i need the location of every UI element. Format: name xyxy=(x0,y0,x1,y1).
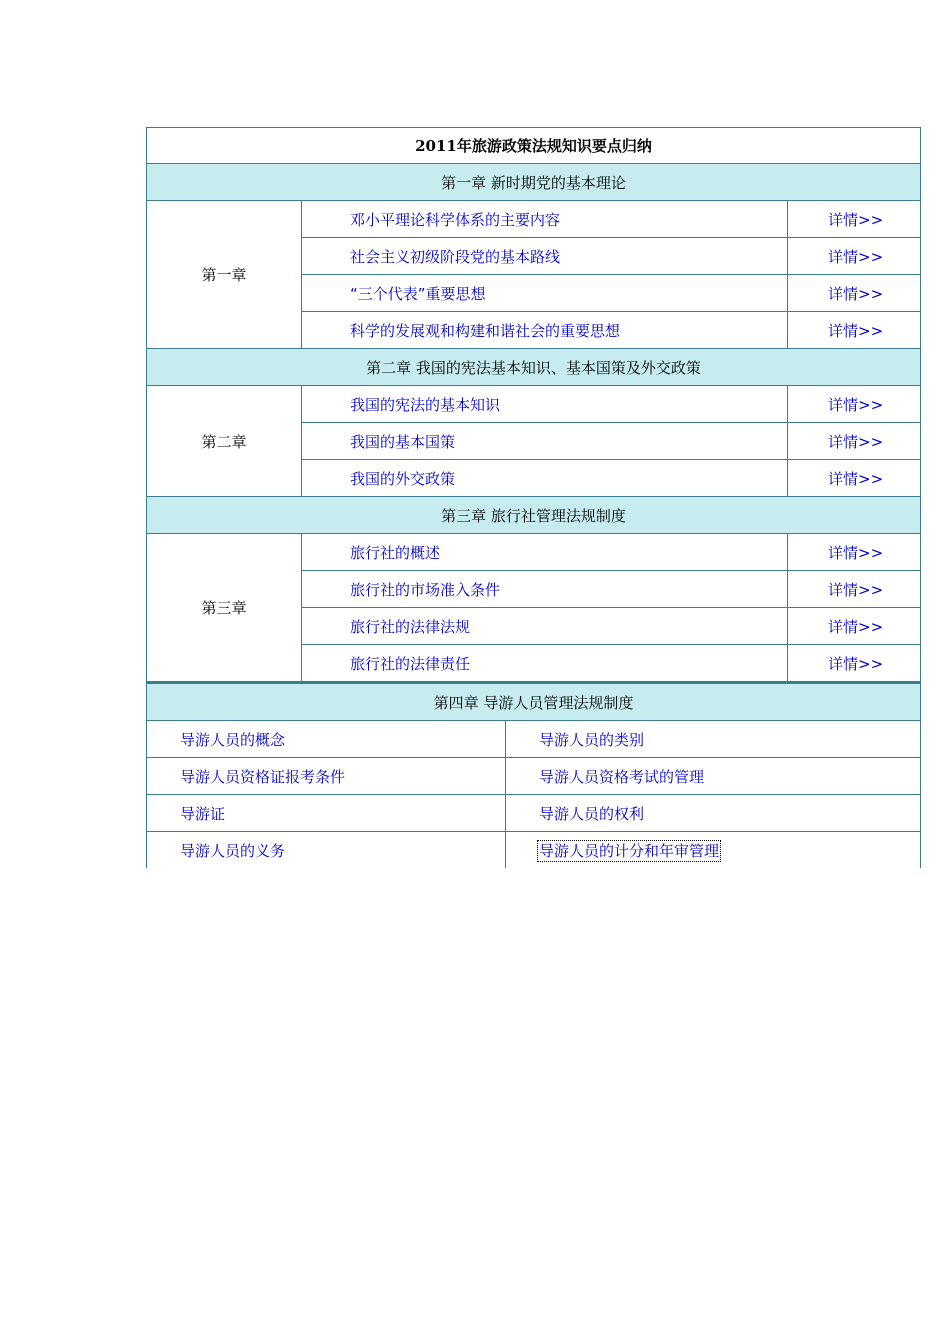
topic-cell xyxy=(302,534,788,571)
topic-link[interactable]: 我国的宪法的基本知识 xyxy=(350,395,501,414)
guide-row xyxy=(147,758,921,795)
guide-cell xyxy=(506,721,921,758)
chapter4-table xyxy=(146,682,921,868)
topic-cell xyxy=(302,460,788,497)
topic-cell xyxy=(302,423,788,460)
topic-link[interactable]: 社会主义初级阶段党的基本路线 xyxy=(350,247,561,266)
detail-link[interactable]: 详情>> xyxy=(828,432,884,451)
guide-link[interactable]: 导游人员资格考试的管理 xyxy=(539,767,705,786)
detail-link[interactable]: 详情>> xyxy=(828,321,884,340)
knowledge-table xyxy=(146,127,921,682)
guide-cell xyxy=(147,795,506,832)
knowledge-table-wrapper xyxy=(146,127,920,868)
topic-link[interactable]: 旅行社的市场准入条件 xyxy=(350,580,501,599)
topic-cell xyxy=(302,386,788,423)
guide-cell xyxy=(506,758,921,795)
detail-cell xyxy=(788,201,921,238)
detail-link[interactable]: 详情>> xyxy=(828,210,884,229)
detail-cell xyxy=(788,571,921,608)
topic-link[interactable]: 我国的外交政策 xyxy=(350,469,456,488)
topic-row xyxy=(147,201,921,238)
guide-link[interactable]: 导游证 xyxy=(180,804,226,823)
chapter4-header: 第四章 导游人员管理法规制度 xyxy=(147,683,921,721)
guide-cell xyxy=(147,832,506,869)
chapter-header: 第一章 新时期党的基本理论 xyxy=(147,164,921,201)
detail-link[interactable]: 详情>> xyxy=(828,469,884,488)
detail-cell xyxy=(788,275,921,312)
detail-link[interactable]: 详情>> xyxy=(828,543,884,562)
chapter-header-row xyxy=(147,164,921,201)
guide-link[interactable]: 导游人员的计分和年审管理 xyxy=(539,841,720,860)
chapter-label: 第二章 xyxy=(147,386,302,497)
guide-cell xyxy=(506,795,921,832)
guide-row xyxy=(147,832,921,869)
topic-link[interactable]: 旅行社的法律法规 xyxy=(350,617,471,636)
chapter-header-row xyxy=(147,349,921,386)
detail-cell xyxy=(788,534,921,571)
topic-cell xyxy=(302,201,788,238)
detail-cell xyxy=(788,386,921,423)
guide-cell xyxy=(147,721,506,758)
topic-cell xyxy=(302,312,788,349)
detail-cell xyxy=(788,608,921,645)
guide-row xyxy=(147,721,921,758)
detail-cell xyxy=(788,238,921,275)
table-title-row xyxy=(147,128,921,164)
chapter-label: 第三章 xyxy=(147,534,302,682)
guide-link[interactable]: 导游人员资格证报考条件 xyxy=(180,767,346,786)
guide-link[interactable]: 导游人员的权利 xyxy=(539,804,645,823)
detail-cell xyxy=(788,460,921,497)
detail-link[interactable]: 详情>> xyxy=(828,284,884,303)
guide-cell xyxy=(147,758,506,795)
detail-link[interactable]: 详情>> xyxy=(828,654,884,673)
topic-link[interactable]: 旅行社的法律责任 xyxy=(350,654,471,673)
guide-link[interactable]: 导游人员的概念 xyxy=(180,730,286,749)
table-title: 2011年旅游政策法规知识要点归纳 xyxy=(147,128,921,164)
detail-cell xyxy=(788,423,921,460)
guide-cell xyxy=(506,832,921,869)
topic-link[interactable]: 邓小平理论科学体系的主要内容 xyxy=(350,210,561,229)
detail-cell xyxy=(788,312,921,349)
detail-link[interactable]: 详情>> xyxy=(828,395,884,414)
topic-link[interactable]: 我国的基本国策 xyxy=(350,432,456,451)
topic-link[interactable]: “三个代表”重要思想 xyxy=(350,284,486,303)
topic-link[interactable]: 旅行社的概述 xyxy=(350,543,441,562)
chapter-header: 第三章 旅行社管理法规制度 xyxy=(147,497,921,534)
guide-row xyxy=(147,795,921,832)
detail-link[interactable]: 详情>> xyxy=(828,580,884,599)
chapter-header-row xyxy=(147,497,921,534)
topic-cell xyxy=(302,571,788,608)
guide-link[interactable]: 导游人员的类别 xyxy=(539,730,645,749)
detail-cell xyxy=(788,645,921,682)
detail-link[interactable]: 详情>> xyxy=(828,247,884,266)
chapter-label: 第一章 xyxy=(147,201,302,349)
chapter-header: 第二章 我国的宪法基本知识、基本国策及外交政策 xyxy=(147,349,921,386)
topic-row xyxy=(147,386,921,423)
guide-link[interactable]: 导游人员的义务 xyxy=(180,841,286,860)
topic-cell xyxy=(302,238,788,275)
topic-link[interactable]: 科学的发展观和构建和谐社会的重要思想 xyxy=(350,321,621,340)
topic-row xyxy=(147,534,921,571)
topic-cell xyxy=(302,275,788,312)
detail-link[interactable]: 详情>> xyxy=(828,617,884,636)
topic-cell xyxy=(302,608,788,645)
chapter-header-row xyxy=(147,683,921,721)
topic-cell xyxy=(302,645,788,682)
